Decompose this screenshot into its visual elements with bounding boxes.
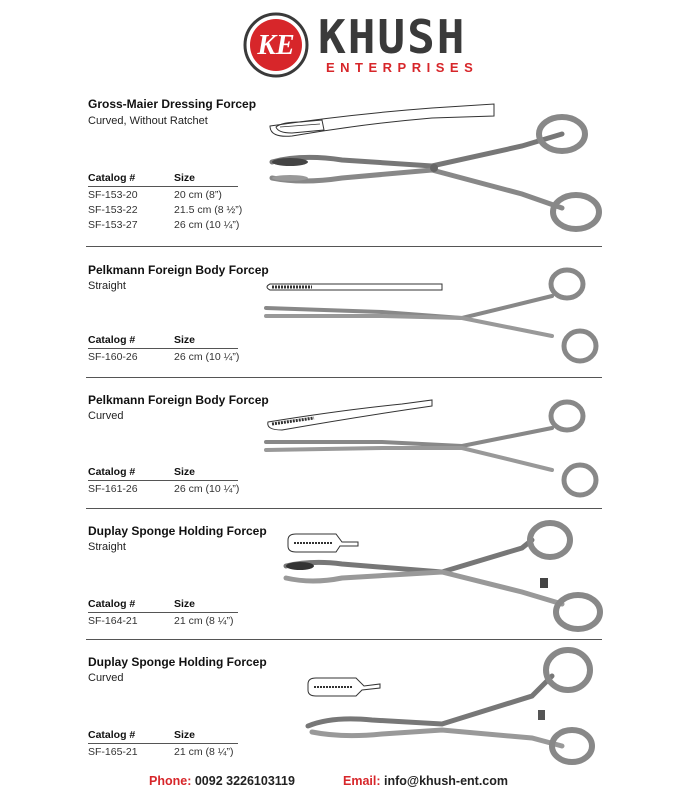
table-row: [88, 187, 238, 202]
catalog-number: SF-161-26: [88, 483, 138, 495]
catalog-header: Catalog #: [88, 598, 136, 610]
email-label: Email:: [343, 774, 381, 788]
duplay-curved-forcep-illustration: [302, 646, 607, 768]
phone-number: 0092 3226103119: [194, 774, 295, 788]
catalog-number: SF-153-22: [88, 204, 138, 216]
catalog-number: SF-164-21: [88, 615, 138, 627]
product-title: Pelkmann Foreign Body Forcep: [88, 393, 269, 407]
table-row: [88, 744, 238, 759]
table-row: [88, 613, 238, 628]
header: [0, 0, 689, 92]
product-subtitle: Straight: [88, 280, 126, 292]
section-divider: [86, 377, 602, 378]
pelkmann-curved-forcep-illustration: [262, 396, 607, 500]
size-header: Size: [174, 598, 196, 610]
catalog-number: SF-160-26: [88, 351, 138, 363]
section-divider: [86, 639, 602, 640]
email-address: info@khush-ent.com: [384, 774, 508, 788]
catalog-table-header: [88, 466, 238, 481]
catalog-header: Catalog #: [88, 466, 136, 478]
catalog-table: [88, 172, 243, 232]
size-header: Size: [174, 466, 196, 478]
size-value: 20 cm (8”): [174, 189, 222, 201]
product-title: Duplay Sponge Holding Forcep: [88, 524, 267, 538]
product-subtitle: Curved, Without Ratchet: [88, 115, 208, 127]
phone-label: Phone:: [149, 774, 192, 788]
section-divider: [86, 508, 602, 509]
table-row: [88, 217, 238, 232]
catalog-number: SF-153-27: [88, 219, 138, 231]
product-title: Pelkmann Foreign Body Forcep: [88, 263, 269, 277]
catalog-table: [88, 466, 238, 496]
product-title: Duplay Sponge Holding Forcep: [88, 655, 267, 669]
catalog-number: SF-165-21: [88, 746, 138, 758]
catalog-header: Catalog #: [88, 172, 136, 184]
catalog-header: Catalog #: [88, 729, 136, 741]
product-subtitle: Curved: [88, 672, 124, 684]
table-row: [88, 202, 243, 217]
brand-name: KHUSH: [318, 10, 467, 64]
size-header: Size: [174, 172, 196, 184]
size-value: 26 cm (10 ¼”): [174, 483, 240, 495]
size-value: 21 cm (8 ¼”): [174, 746, 234, 758]
product-subtitle: Straight: [88, 541, 126, 553]
catalog-table-header: [88, 334, 238, 349]
logo-badge: [243, 12, 309, 78]
pelkmann-straight-forcep-illustration: [262, 266, 607, 366]
size-value: 26 cm (10 ¼”): [174, 351, 240, 363]
brand-tagline: ENTERPRISES: [326, 60, 479, 75]
phone-contact: [149, 774, 295, 788]
product-subtitle: Curved: [88, 410, 124, 422]
contact-footer: [0, 772, 689, 792]
catalog-table: [88, 598, 238, 628]
catalog-table-header: [88, 598, 238, 613]
section-divider: [86, 246, 602, 247]
duplay-straight-forcep-illustration: [282, 520, 607, 635]
catalog-table-header: [88, 729, 238, 744]
table-row: [88, 349, 238, 364]
size-header: Size: [174, 729, 196, 741]
catalog-table-header: [88, 172, 238, 187]
size-value: 21 cm (8 ¼”): [174, 615, 234, 627]
product-title: Gross-Maier Dressing Forcep: [88, 97, 257, 111]
email-contact: [343, 774, 508, 788]
catalog-number: SF-153-20: [88, 189, 138, 201]
catalog-table: [88, 334, 238, 364]
size-value: 26 cm (10 ¼”): [174, 219, 240, 231]
table-row: [88, 481, 238, 496]
gross-maier-forcep-illustration: [262, 96, 607, 236]
size-value: 21.5 cm (8 ½”): [174, 204, 243, 216]
logo-badge-text: KE: [257, 30, 295, 61]
size-header: Size: [174, 334, 196, 346]
catalog-table: [88, 729, 238, 759]
catalog-header: Catalog #: [88, 334, 136, 346]
